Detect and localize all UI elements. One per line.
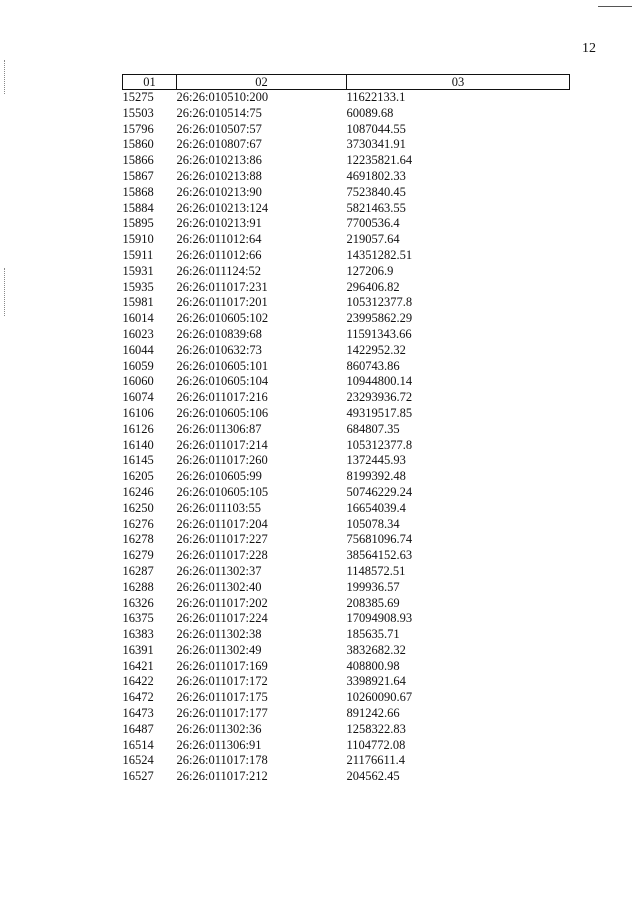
cadastral-number-cell: 26:26:011017:216 <box>176 390 268 405</box>
row-number-cell: 16140 <box>122 437 154 452</box>
row-number-cell: 16487 <box>122 721 154 736</box>
row-number-cell: 16422 <box>122 674 154 689</box>
cadastral-number-cell: 26:26:011017:228 <box>176 548 268 563</box>
value-cell: 12235821.64 <box>346 153 413 168</box>
row-number-cell: 16287 <box>122 563 154 578</box>
cadastral-number-cell: 26:26:011017:172 <box>176 674 268 689</box>
table-row <box>123 532 570 548</box>
table-row <box>123 627 570 643</box>
table-row <box>123 596 570 612</box>
table-row <box>123 280 570 296</box>
row-number-cell: 16060 <box>122 374 154 389</box>
row-number-cell: 16527 <box>122 769 154 784</box>
cadastral-number-cell: 26:26:010514:75 <box>176 105 262 120</box>
value-cell: 11591343.66 <box>346 326 412 341</box>
row-number-cell: 16473 <box>122 706 154 721</box>
cadastral-number-cell: 26:26:011017:204 <box>176 516 268 531</box>
cadastral-number-cell: 26:26:011302:40 <box>176 579 262 594</box>
cadastral-number-cell: 26:26:010213:124 <box>176 200 269 215</box>
cadastral-number-cell: 26:26:011017:201 <box>176 295 268 310</box>
table-row <box>123 453 570 469</box>
value-cell: 11622133.1 <box>346 90 406 104</box>
cadastral-number-cell: 26:26:011012:66 <box>176 247 262 262</box>
table-row <box>123 169 570 185</box>
table-row <box>123 548 570 564</box>
value-cell: 105312377.8 <box>346 437 413 452</box>
table-row <box>123 295 570 311</box>
row-number-cell: 16383 <box>122 627 154 642</box>
value-cell: 185635.71 <box>346 627 400 642</box>
row-number-cell: 15884 <box>122 200 154 215</box>
table-row <box>123 422 570 438</box>
value-cell: 10944800.14 <box>346 374 413 389</box>
value-cell: 105312377.8 <box>346 295 413 310</box>
column-header-02: 02 <box>177 75 347 90</box>
cadastral-number-cell: 26:26:011017:202 <box>176 595 268 610</box>
value-cell: 408800.98 <box>346 658 400 673</box>
table-row <box>123 232 570 248</box>
cadastral-number-cell: 26:26:010605:99 <box>176 469 262 484</box>
cadastral-number-cell: 26:26:011017:169 <box>176 658 268 673</box>
row-number-cell: 16288 <box>122 579 154 594</box>
cadastral-number-cell: 26:26:011017:177 <box>176 706 268 721</box>
row-number-cell: 15867 <box>122 168 154 183</box>
cadastral-number-cell: 26:26:010605:102 <box>176 311 269 326</box>
cadastral-number-cell: 26:26:010510:200 <box>176 90 269 104</box>
row-number-cell: 16106 <box>122 405 154 420</box>
cadastral-number-cell: 26:26:010213:86 <box>176 153 262 168</box>
row-number-cell: 16278 <box>122 532 154 547</box>
table-row <box>123 753 570 769</box>
table-body <box>123 90 570 786</box>
cadastral-number-cell: 26:26:011017:212 <box>176 769 268 784</box>
row-number-cell: 16514 <box>122 737 154 752</box>
cadastral-number-cell: 26:26:011124:52 <box>176 263 261 278</box>
cadastral-number-cell: 26:26:011306:91 <box>176 737 262 752</box>
value-cell: 8199392.48 <box>346 469 406 484</box>
value-cell: 891242.66 <box>346 706 400 721</box>
cadastral-number-cell: 26:26:011017:224 <box>176 611 268 626</box>
table-row <box>123 201 570 217</box>
table-row <box>123 643 570 659</box>
cadastral-number-cell: 26:26:011017:227 <box>176 532 268 547</box>
cadastral-number-cell: 26:26:011017:178 <box>176 753 268 768</box>
page-number: 12 <box>582 41 596 56</box>
row-number-cell: 16246 <box>122 484 154 499</box>
table-row <box>123 485 570 501</box>
row-number-cell: 16126 <box>122 421 154 436</box>
table-row <box>123 438 570 454</box>
table-row <box>123 501 570 517</box>
cadastral-number-cell: 26:26:010632:73 <box>176 342 262 357</box>
cadastral-number-cell: 26:26:010605:105 <box>176 484 269 499</box>
table-row <box>123 390 570 406</box>
table-row <box>123 264 570 280</box>
cadastral-number-cell: 26:26:011302:36 <box>176 721 262 736</box>
table-row <box>123 122 570 138</box>
table-row <box>123 359 570 375</box>
table-row <box>123 106 570 122</box>
value-cell: 3832682.32 <box>346 642 406 657</box>
value-cell: 23995862.29 <box>346 311 413 326</box>
value-cell: 296406.82 <box>346 279 400 294</box>
row-number-cell: 16044 <box>122 342 154 357</box>
row-number-cell: 16074 <box>122 390 154 405</box>
cadastral-number-cell: 26:26:010213:91 <box>176 216 262 231</box>
value-cell: 219057.64 <box>346 232 400 247</box>
cadastral-number-cell: 26:26:010507:57 <box>176 121 262 136</box>
value-cell: 199936.57 <box>346 579 400 594</box>
row-number-cell: 15860 <box>122 137 154 152</box>
value-cell: 204562.45 <box>346 769 400 784</box>
value-cell: 105078.34 <box>346 516 400 531</box>
value-cell: 21176611.4 <box>346 753 405 768</box>
cadastral-number-cell: 26:26:010807:67 <box>176 137 262 152</box>
row-number-cell: 15503 <box>122 105 154 120</box>
column-header-03: 03 <box>347 75 570 90</box>
row-number-cell: 16023 <box>122 326 154 341</box>
row-number-cell: 15910 <box>122 232 154 247</box>
row-number-cell: 16205 <box>122 469 154 484</box>
value-cell: 127206.9 <box>346 263 394 278</box>
row-number-cell: 16276 <box>122 516 154 531</box>
table-row <box>123 406 570 422</box>
value-cell: 3398921.64 <box>346 674 406 689</box>
table-row <box>123 706 570 722</box>
cadastral-number-cell: 26:26:010839:68 <box>176 326 262 341</box>
value-cell: 75681096.74 <box>346 532 413 547</box>
table-row <box>123 674 570 690</box>
table-row <box>123 311 570 327</box>
table-row <box>123 690 570 706</box>
cadastral-number-cell: 26:26:010213:88 <box>176 168 262 183</box>
row-number-cell: 15866 <box>122 153 154 168</box>
table-row <box>123 248 570 264</box>
cadastral-number-cell: 26:26:011103:55 <box>176 500 261 515</box>
margin-mark <box>4 60 6 94</box>
table-row <box>123 469 570 485</box>
value-cell: 4691802.33 <box>346 168 406 183</box>
value-cell: 14351282.51 <box>346 247 413 262</box>
row-number-cell: 16279 <box>122 548 154 563</box>
value-cell: 10260090.67 <box>346 690 413 705</box>
row-number-cell: 15895 <box>122 216 154 231</box>
data-table <box>122 74 570 785</box>
row-number-cell: 16326 <box>122 595 154 610</box>
row-number-cell: 15935 <box>122 279 154 294</box>
table-row <box>123 659 570 675</box>
row-number-cell: 15931 <box>122 263 154 278</box>
row-number-cell: 16472 <box>122 690 154 705</box>
value-cell: 60089.68 <box>346 105 394 120</box>
cadastral-number-cell: 26:26:011302:38 <box>176 627 262 642</box>
cadastral-number-cell: 26:26:011017:231 <box>176 279 268 294</box>
row-number-cell: 16375 <box>122 611 154 626</box>
value-cell: 16654039.4 <box>346 500 406 515</box>
table-row <box>123 517 570 533</box>
cadastral-number-cell: 26:26:010213:90 <box>176 184 262 199</box>
row-number-cell: 16059 <box>122 358 154 373</box>
table-row <box>123 185 570 201</box>
value-cell: 5821463.55 <box>346 200 406 215</box>
cadastral-number-cell: 26:26:011306:87 <box>176 421 262 436</box>
cadastral-number-cell: 26:26:011017:260 <box>176 453 268 468</box>
value-cell: 49319517.85 <box>346 405 413 420</box>
column-header-01: 01 <box>123 75 177 90</box>
row-number-cell: 16014 <box>122 311 154 326</box>
value-cell: 1422952.32 <box>346 342 406 357</box>
row-number-cell: 15868 <box>122 184 154 199</box>
row-number-cell: 15911 <box>122 247 154 262</box>
cadastral-number-cell: 26:26:010605:104 <box>176 374 269 389</box>
table-row <box>123 343 570 359</box>
value-cell: 17094908.93 <box>346 611 413 626</box>
value-cell: 3730341.91 <box>346 137 406 152</box>
value-cell: 1372445.93 <box>346 453 406 468</box>
table-row <box>123 738 570 754</box>
table-row <box>123 137 570 153</box>
row-number-cell: 15796 <box>122 121 154 136</box>
table-row <box>123 327 570 343</box>
row-number-cell: 15275 <box>122 90 154 104</box>
row-number-cell: 16145 <box>122 453 154 468</box>
table-row <box>123 564 570 580</box>
value-cell: 7700536.4 <box>346 216 400 231</box>
row-number-cell: 16250 <box>122 500 154 515</box>
cadastral-number-cell: 26:26:011302:37 <box>176 563 262 578</box>
cadastral-number-cell: 26:26:011012:64 <box>176 232 262 247</box>
table-row <box>123 611 570 627</box>
row-number-cell: 16524 <box>122 753 154 768</box>
cadastral-number-cell: 26:26:011017:175 <box>176 690 268 705</box>
table-row <box>123 580 570 596</box>
value-cell: 684807.35 <box>346 421 400 436</box>
row-number-cell: 15981 <box>122 295 154 310</box>
value-cell: 50746229.24 <box>346 484 413 499</box>
table-row <box>123 722 570 738</box>
value-cell: 1087044.55 <box>346 121 406 136</box>
row-number-cell: 16421 <box>122 658 154 673</box>
table-row <box>123 374 570 390</box>
value-cell: 23293936.72 <box>346 390 413 405</box>
cadastral-number-cell: 26:26:011302:49 <box>176 642 262 657</box>
margin-mark <box>4 268 6 316</box>
value-cell: 860743.86 <box>346 358 400 373</box>
value-cell: 1148572.51 <box>346 563 406 578</box>
cadastral-number-cell: 26:26:010605:106 <box>176 405 269 420</box>
corner-mark <box>598 6 632 7</box>
cadastral-number-cell: 26:26:011017:214 <box>176 437 268 452</box>
cadastral-number-cell: 26:26:010605:101 <box>176 358 269 373</box>
value-cell: 1258322.83 <box>346 721 406 736</box>
table-header-row <box>123 75 570 90</box>
value-cell: 1104772.08 <box>346 737 406 752</box>
row-number-cell: 16391 <box>122 642 154 657</box>
value-cell: 7523840.45 <box>346 184 406 199</box>
table-row <box>123 216 570 232</box>
value-cell: 208385.69 <box>346 595 400 610</box>
table-row <box>123 769 570 785</box>
value-cell: 38564152.63 <box>346 548 413 563</box>
table-row <box>123 90 570 106</box>
table-row <box>123 153 570 169</box>
